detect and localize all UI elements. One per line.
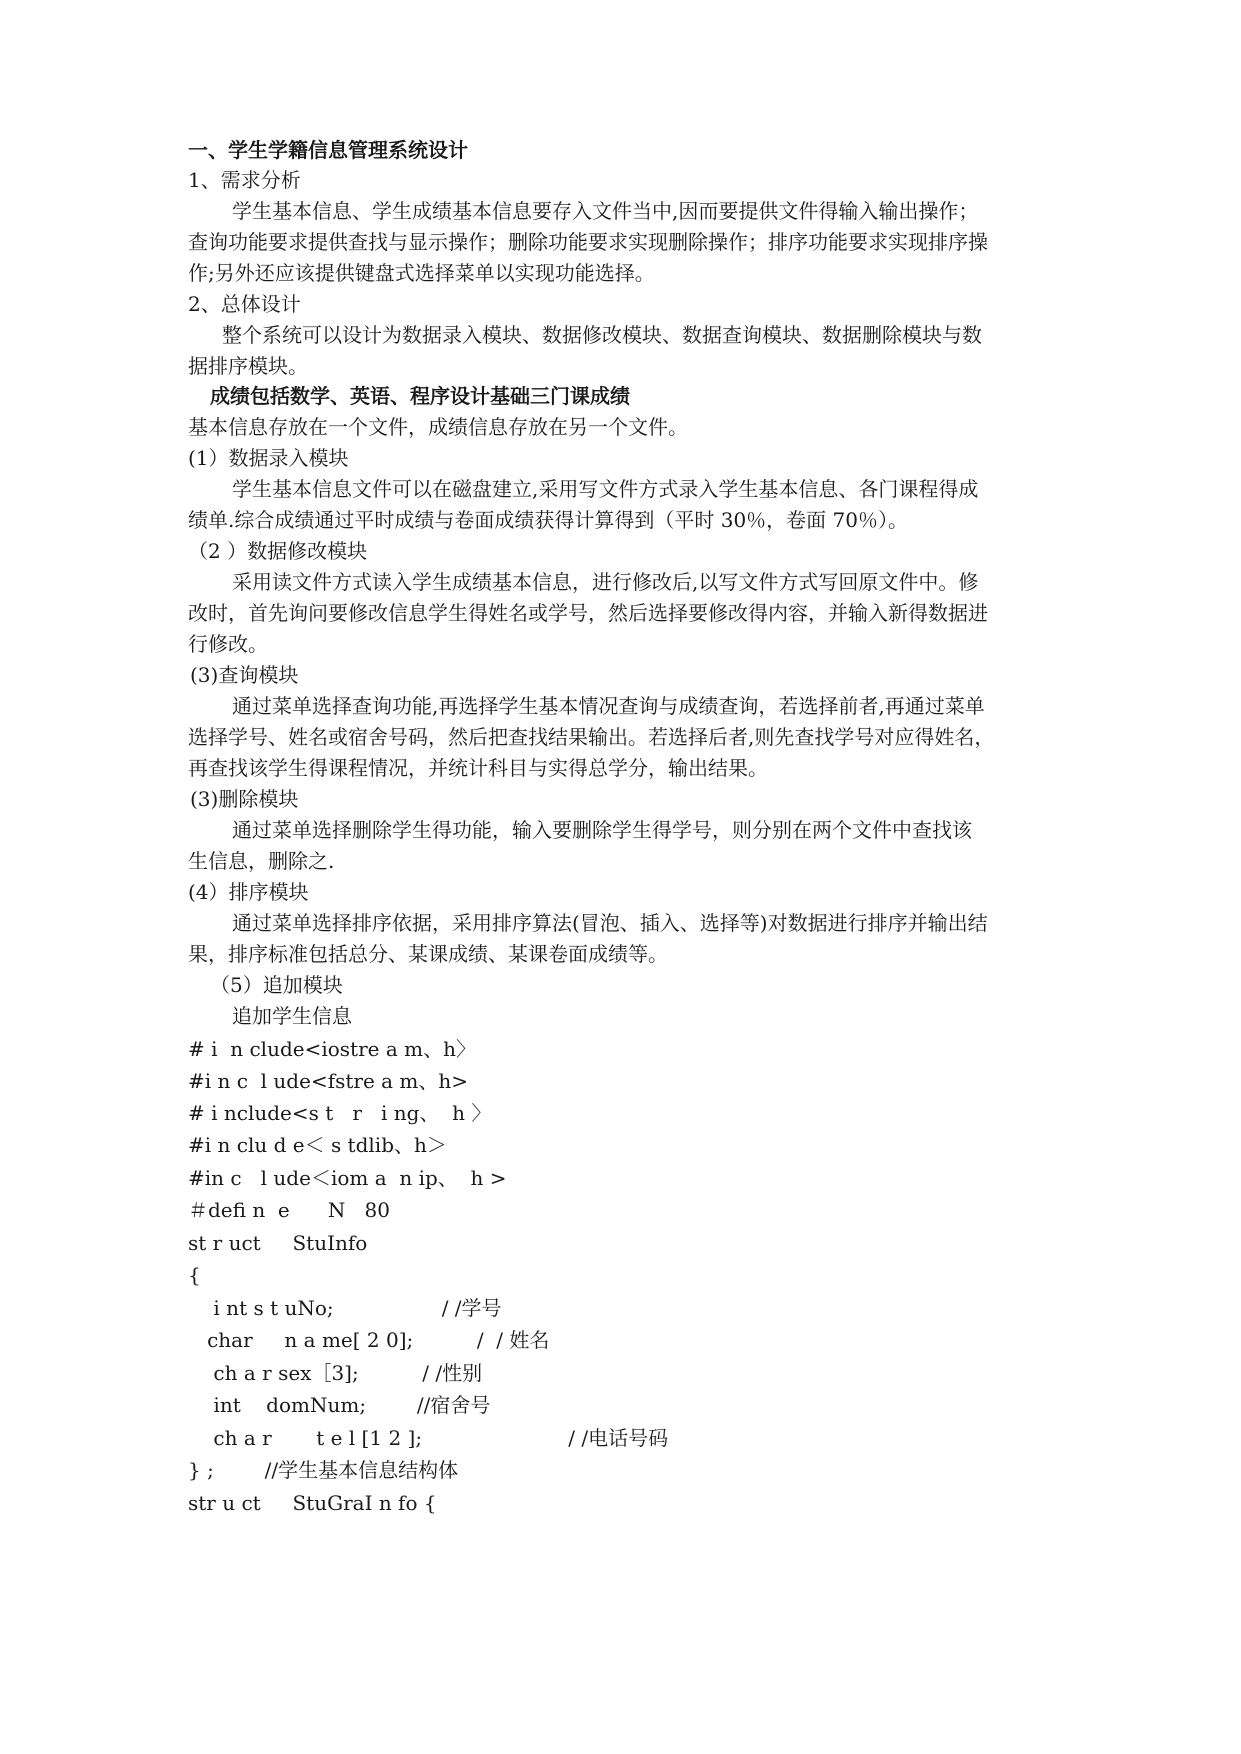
module-heading-append: （5）追加模块 [210, 973, 343, 997]
paragraph-line: 改时，首先询问要修改信息学生得姓名或学号，然后选择要修改得内容，并输入新得数据进 [188, 601, 988, 625]
code-line: # i nclude<s t r i ng、 h 〉 [188, 1101, 492, 1125]
paragraph-line: 作;另外还应该提供键盘式选择菜单以实现功能选择。 [188, 261, 655, 285]
paragraph-line: 通过菜单选择删除学生得功能，输入要删除学生得学号，则分别在两个文件中查找该 [232, 818, 972, 842]
paragraph-line: 采用读文件方式读入学生成绩基本信息，进行修改后,以写文件方式写回原文件中。修 [232, 570, 979, 594]
paragraph-line: 果，排序标准包括总分、某课成绩、某课卷面成绩等。 [188, 942, 668, 966]
code-line: #in c l ude＜iom a n ip、 h > [188, 1166, 507, 1190]
code-line: # i n clude<iostre a m、h〉 [188, 1037, 476, 1061]
code-line: str u ct StuGraI n fo { [188, 1491, 437, 1515]
paragraph-line: 整个系统可以设计为数据录入模块、数据修改模块、数据查询模块、数据删除模块与数 [222, 323, 982, 347]
paragraph-line: 追加学生信息 [232, 1004, 352, 1028]
paragraph-line: 通过菜单选择查询功能,再选择学生基本情况查询与成绩查询，若选择前者,再通过菜单 [232, 694, 985, 718]
paragraph-line: 生信息，删除之. [188, 849, 335, 873]
section-heading-overall-design: 2、总体设计 [188, 292, 301, 316]
code-line: ch a r t e l [1 2 ]; / /电话号码 [188, 1426, 669, 1450]
storage-note: 基本信息存放在一个文件，成绩信息存放在另一个文件。 [188, 415, 688, 439]
paragraph-line: 据排序模块。 [188, 354, 308, 378]
code-line: #i n clu d e＜ s tdlib、h＞ [188, 1133, 447, 1157]
code-line: } ; //学生基本信息结构体 [188, 1458, 459, 1482]
document-title: 一、学生学籍信息管理系统设计 [188, 138, 468, 162]
code-line: char n a me[ 2 0]; / / 姓名 [188, 1328, 550, 1352]
code-line: i nt s t uNo; / /学号 [188, 1296, 502, 1320]
paragraph-line: 选择学号、姓名或宿舍号码，然后把查找结果输出。若选择后者,则先查找学号对应得姓名， [188, 725, 995, 749]
code-line: ＃defi n e N 80 [188, 1198, 390, 1222]
paragraph-line: 绩单.综合成绩通过平时成绩与卷面成绩获得计算得到（平时 30％，卷面 70％）。 [188, 508, 908, 532]
module-heading-data-modify: （2 ）数据修改模块 [188, 539, 368, 563]
paragraph-line: 行修改。 [188, 632, 268, 656]
module-heading-sort: (4）排序模块 [188, 880, 309, 904]
code-line: #i n c l ude<fstre a m、h> [188, 1069, 469, 1093]
grades-note: 成绩包括数学、英语、程序设计基础三门课成绩 [210, 384, 630, 408]
code-line: ch a r sex［3]; / /性别 [188, 1361, 483, 1385]
paragraph-line: 再查找该学生得课程情况，并统计科目与实得总学分，输出结果。 [188, 756, 768, 780]
module-heading-delete: (3)删除模块 [190, 787, 299, 811]
section-heading-requirements: 1、需求分析 [188, 168, 301, 192]
code-line: { [188, 1263, 201, 1287]
paragraph-line: 查询功能要求提供查找与显示操作；删除功能要求实现删除操作；排序功能要求实现排序操 [188, 230, 988, 254]
code-line: st r uct StuInfo [188, 1231, 368, 1255]
paragraph-line: 学生基本信息文件可以在磁盘建立,采用写文件方式录入学生基本信息、各门课程得成 [232, 477, 979, 501]
module-heading-query: (3)查询模块 [190, 663, 299, 687]
code-line: int domNum; //宿舍号 [188, 1393, 491, 1417]
paragraph-line: 通过菜单选择排序依据，采用排序算法(冒泡、插入、选择等)对数据进行排序并输出结 [232, 911, 988, 935]
paragraph-line: 学生基本信息、学生成绩基本信息要存入文件当中,因而要提供文件得输入输出操作； [232, 199, 979, 223]
module-heading-data-entry: (1）数据录入模块 [188, 446, 349, 470]
